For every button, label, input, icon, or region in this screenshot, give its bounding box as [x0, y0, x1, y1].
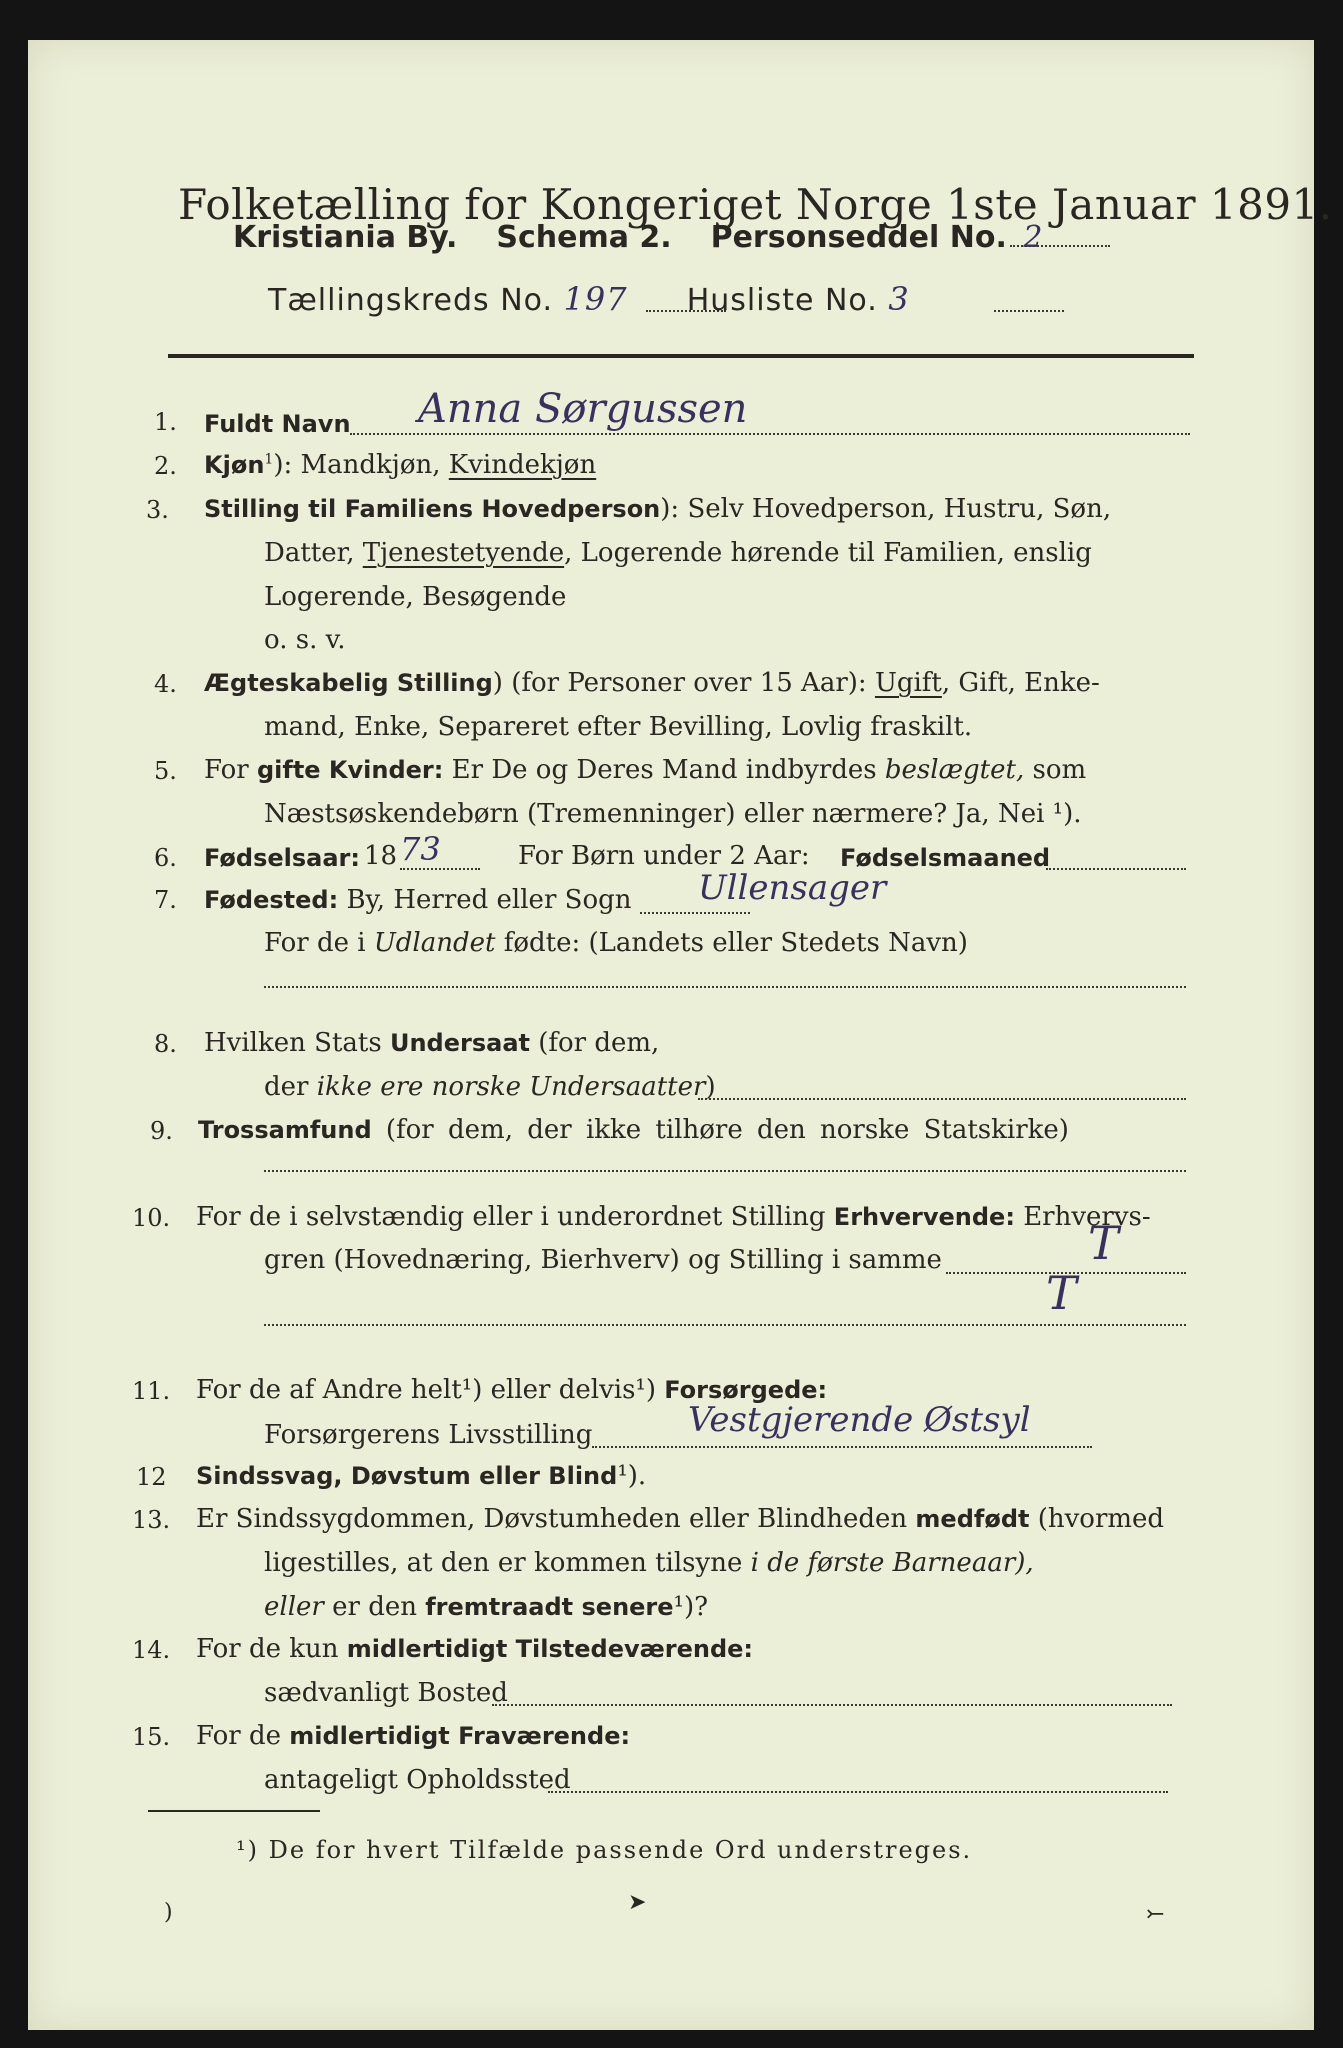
q7-line2	[264, 928, 968, 958]
q3-option-selected[interactable]: Tjenestetyende	[362, 538, 565, 568]
form-subtitle	[233, 220, 1042, 255]
q9-line1	[198, 1115, 1069, 1145]
q3-line2	[264, 538, 1092, 568]
q6-number: 6.	[154, 844, 177, 872]
q5-text1a: For	[204, 755, 257, 785]
q10-text1a: For de i selvstændig eller i underordnet Stilling	[196, 1202, 834, 1232]
q13-tail: ¹)?	[673, 1592, 709, 1622]
q10-number: 10.	[132, 1204, 171, 1232]
q13-line1	[196, 1504, 1164, 1534]
husliste-label: Husliste No.	[686, 283, 878, 318]
q9-dots	[264, 1170, 1186, 1172]
kreds-label: Tællingskreds No.	[268, 283, 553, 318]
q8-dots	[698, 1098, 1186, 1100]
q13-text1b: (hvormed	[1029, 1504, 1165, 1534]
q7-text2a: For de i	[264, 928, 374, 958]
q14-dots	[492, 1704, 1172, 1706]
q8-text2b: )	[705, 1072, 716, 1102]
q13-text2a: ligestilles, at den er kommen tilsyne	[264, 1548, 751, 1578]
husliste-dots	[994, 310, 1064, 312]
q2-sup: 1	[264, 451, 274, 468]
q1-number: 1.	[154, 408, 177, 436]
city-label: Kristiania By.	[233, 220, 458, 255]
q2-option-selected[interactable]: Kvindekjøn	[448, 450, 597, 480]
q8-line1	[204, 1028, 659, 1058]
q3-line1	[204, 494, 1111, 524]
q6-prefix: 18	[364, 841, 398, 871]
q6-label: Fødselsaar:	[204, 844, 360, 872]
q4-line2: mand, Enke, Separeret efter Bevilling, Lovlig fraskilt.	[264, 712, 973, 742]
q13-label: medfødt	[915, 1505, 1030, 1533]
q7-line1	[204, 885, 632, 915]
q5-text1c: som	[1024, 755, 1087, 785]
q11-label: Forsørgede:	[664, 1376, 828, 1404]
q4-label: Ægteskabelig Stilling	[204, 669, 493, 697]
q3-line4: o. s. v.	[264, 625, 346, 655]
q2-label: Kjøn	[204, 451, 265, 479]
q10-text1b: Erhvervs-	[1014, 1202, 1151, 1232]
q12-line1	[196, 1461, 646, 1491]
q8-label: Undersaat	[389, 1029, 530, 1057]
census-form-sheet	[28, 40, 1333, 2030]
q10-line1	[196, 1202, 1151, 1232]
q14-label: midlertidigt Tilstedeværende:	[346, 1635, 754, 1663]
q11-answer-provider[interactable]: Vestgjerende Østsyl	[688, 1400, 1031, 1440]
husliste-number[interactable]: 3	[888, 280, 910, 318]
q13-label2: fremtraadt senere	[425, 1593, 674, 1621]
personseddel-dots	[1010, 245, 1110, 247]
q9-number: 9.	[150, 1117, 173, 1145]
q15-line2: antageligt Opholdssted	[264, 1765, 571, 1795]
q5-label: gifte Kvinder:	[256, 756, 444, 784]
q10-label: Erhvervende:	[833, 1203, 1015, 1231]
q3-label: Stilling til Familiens Hovedperson	[204, 495, 661, 523]
q1-label: Fuldt Navn	[204, 410, 351, 438]
q7-foreign-dots	[264, 986, 1186, 988]
q6-answer-year[interactable]: 73	[400, 830, 441, 868]
q14-number: 14.	[132, 1636, 171, 1664]
q5-line2: Næstsøskendebørn (Tremenninger) eller nærmere? Ja, Nei ¹).	[264, 799, 1082, 829]
q7-label: Fødested:	[204, 886, 339, 914]
q15-number: 15.	[132, 1723, 171, 1751]
q15-text1: For de	[196, 1721, 290, 1751]
q9-text: (for dem, der ikke tilhøre den norske Statskirke)	[371, 1115, 1069, 1145]
q11-number: 11.	[132, 1377, 171, 1405]
q15-label: midlertidigt Fraværende:	[289, 1722, 631, 1750]
q13-text3b: er den	[323, 1592, 426, 1622]
footnote-rule	[148, 1810, 320, 1812]
q5-line1	[204, 755, 1086, 785]
q10-line2: gren (Hovednæring, Bierhverv) og Stilling i samme	[264, 1245, 942, 1275]
q2-line	[204, 450, 596, 480]
q4-number: 4.	[154, 670, 177, 698]
q15-line1	[196, 1721, 630, 1751]
q8-text2a: der	[264, 1072, 317, 1102]
ink-mark: ➤	[628, 1890, 647, 1915]
footnote: ¹) De for hvert Tilfælde passende Ord understreges.	[236, 1836, 973, 1864]
kreds-number[interactable]: 197	[563, 280, 628, 318]
q12-tail: ¹).	[617, 1461, 647, 1491]
q10-answer-line2[interactable]: T	[1046, 1266, 1077, 1320]
header-rule	[168, 354, 1194, 358]
q5-italic: beslægtet,	[884, 755, 1025, 785]
q11-text1: For de af Andre helt¹) eller delvis¹)	[196, 1375, 665, 1405]
q13-text3a: eller	[264, 1592, 324, 1622]
q8-italic: ikke ere norske Undersaatter	[316, 1072, 706, 1102]
q8-text1a: Hvilken Stats	[204, 1028, 390, 1058]
q7-italic: Udlandet	[373, 928, 496, 958]
q5-number: 5.	[154, 757, 177, 785]
q4-line1	[204, 668, 1100, 698]
q4-text1b: , Gift, Enke-	[941, 668, 1100, 698]
q6-year-dots	[400, 868, 480, 870]
form-title: Folketælling for Kongeriget Norge 1ste Januar 1891.	[178, 180, 1333, 229]
personseddel-label: Personseddel No.	[710, 220, 1007, 255]
q5-text1b: Er De og Deres Mand indbyrdes	[443, 755, 885, 785]
q1-dots	[350, 433, 1190, 435]
q8-line2	[264, 1072, 716, 1102]
q8-number: 8.	[154, 1030, 177, 1058]
kreds-dots	[646, 310, 726, 312]
q13-line3	[264, 1592, 708, 1622]
form-subtitle-2	[268, 280, 910, 318]
q13-text1a: Er Sindssygdommen, Døvstumheden eller Blindheden	[196, 1504, 916, 1534]
q6-month-dots	[1046, 868, 1186, 870]
q3-text2b: , Logerende hørende til Familien, enslig	[564, 538, 1092, 568]
ink-mark: )	[164, 1900, 173, 1925]
q2-number: 2.	[154, 452, 177, 480]
q7-text2b: fødte: (Landets eller Stedets Navn)	[495, 928, 968, 958]
q11-line2: Forsørgerens Livsstilling	[264, 1420, 593, 1450]
q3-text1: ): Selv Hovedperson, Hustru, Søn,	[660, 494, 1112, 524]
ink-mark: ⤚	[1146, 1902, 1165, 1927]
personseddel-number[interactable]: 2	[1023, 220, 1043, 255]
q14-text1: For de kun	[196, 1634, 347, 1664]
q8-text1b: (for dem,	[529, 1028, 660, 1058]
q10-answer-line1[interactable]: T	[1088, 1216, 1119, 1270]
q10-dots2	[264, 1324, 1186, 1326]
q2-text: ): Mandkjøn,	[273, 450, 449, 480]
q6-label2: Fødselsmaaned	[840, 844, 1051, 872]
q14-line1	[196, 1634, 753, 1664]
q11-dots	[592, 1446, 1092, 1448]
q7-text: By, Herred eller Sogn	[338, 885, 632, 915]
q4-text1a: ) (for Personer over 15 Aar):	[492, 668, 875, 698]
q4-option-selected[interactable]: Ugift	[874, 668, 942, 698]
q12-number: 12	[136, 1463, 167, 1491]
q7-dots	[640, 912, 750, 914]
q1-answer-name[interactable]: Anna Sørgussen	[418, 386, 748, 432]
q6-text: For Børn under 2 Aar:	[518, 841, 810, 871]
q7-number: 7.	[154, 886, 177, 914]
q12-label: Sindssvag, Døvstum eller Blind	[196, 1462, 618, 1490]
q13-number: 13.	[132, 1506, 171, 1534]
q7-answer-birthplace[interactable]: Ullensager	[698, 868, 887, 908]
q9-label: Trossamfund	[198, 1116, 372, 1144]
schema-label: Schema 2.	[496, 220, 672, 255]
q13-line2	[264, 1548, 1034, 1578]
q15-dots	[548, 1791, 1168, 1793]
q3-text2a: Datter,	[264, 538, 363, 568]
q14-line2: sædvanligt Bosted	[264, 1678, 508, 1708]
q13-italic: i de første Barneaar),	[750, 1548, 1034, 1578]
q3-number: 3.	[146, 496, 169, 524]
q3-line3: Logerende, Besøgende	[264, 582, 567, 612]
